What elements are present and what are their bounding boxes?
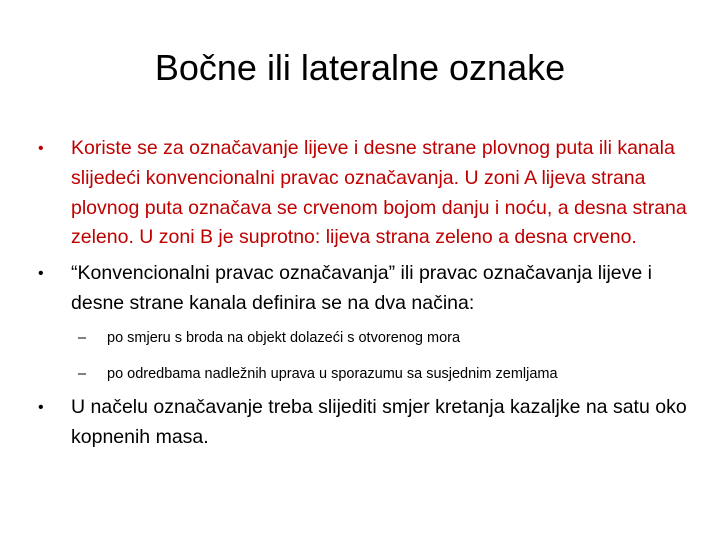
- bullet-marker: •: [38, 265, 44, 283]
- bullet-text: U načelu označavanje treba slijediti smjer kretanja kazaljke na satu oko kopnenih masa.: [71, 395, 687, 448]
- sub-bullet-item: [78, 327, 688, 349]
- bullet-text: “Konvencionalni pravac označavanja” ili pravac označavanja lijeve i desne strane kanala definira se na dva načina:: [71, 262, 652, 314]
- slide-content: [38, 134, 688, 452]
- bullet-marker: •: [38, 140, 44, 157]
- bullet-item: [38, 259, 688, 319]
- bullet-item: [38, 393, 688, 453]
- sub-bullet-item: [78, 363, 688, 385]
- bullet-text: Koriste se za označavanje lijeve i desne strane plovnog puta ili kanala slijedeći konvencionalni pravac označavanja. U zoni A lijeva strana plovnog puta označava se crvenom bojom danju i noću, a desna strana zeleno. U zoni B je suprotno: lijeva strana zeleno a desna crveno.: [71, 137, 687, 249]
- sub-bullet-marker: –: [78, 365, 87, 382]
- bullet-marker: •: [38, 398, 44, 416]
- bullet-item: [38, 134, 688, 253]
- sub-bullet-marker: –: [78, 329, 87, 346]
- slide-title: Bočne ili lateralne oznake: [154, 47, 566, 88]
- sub-bullet-text: po odredbama nadležnih uprava u sporazumu sa susjednim zemljama: [107, 365, 558, 382]
- sub-list: [78, 327, 688, 385]
- sub-bullet-text: po smjeru s broda na objekt dolazeći s otvorenog mora: [107, 329, 461, 346]
